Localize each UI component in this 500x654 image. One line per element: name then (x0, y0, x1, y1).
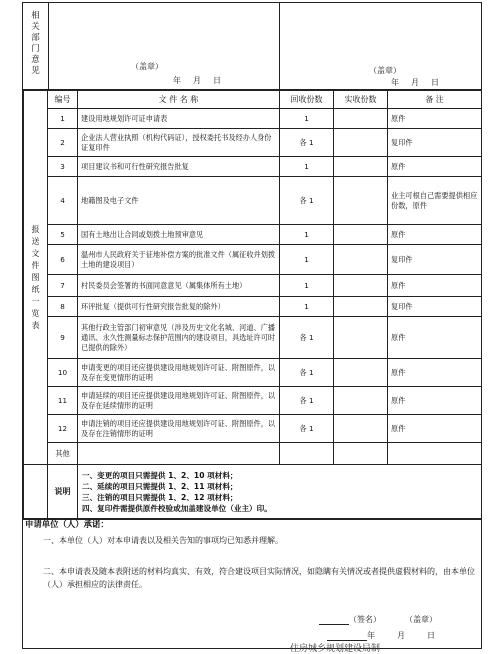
label-char: 图 (31, 272, 40, 282)
row-note: 原件 (388, 225, 482, 245)
sign-blank (319, 615, 349, 625)
other-orig (280, 443, 334, 465)
label-char: 览 (31, 308, 40, 318)
row-no: 3 (48, 157, 78, 177)
row-orig: 各 1 (280, 317, 334, 359)
table-row-other (24, 443, 482, 465)
table-row (24, 109, 482, 129)
row-name: 项目建议书和可行性研究报告批复 (78, 157, 280, 177)
issuing-authority: 住房城乡规划建设局制 (290, 644, 381, 654)
row-copy (334, 387, 388, 415)
row-note: 原件 (388, 109, 482, 129)
table-row (24, 157, 482, 177)
seal-left: （盖章） (131, 62, 163, 71)
label-char: 文 (31, 248, 40, 258)
row-orig: 1 (280, 225, 334, 245)
row-no: 4 (48, 177, 78, 225)
documents-list-label (24, 91, 48, 465)
label-char: 表 (31, 320, 40, 330)
commitment-heading: 申请单位（人）承诺： (25, 519, 109, 529)
label-char: 门 (31, 44, 40, 54)
signature-date (327, 630, 437, 641)
other-note (388, 443, 482, 465)
row-note: 原件 (388, 275, 482, 297)
table-row (24, 387, 482, 415)
row-orig: 各 1 (280, 359, 334, 387)
table-row (24, 317, 482, 359)
row-no: 6 (48, 245, 78, 275)
header-orig: 回收份数 (280, 91, 334, 109)
signature-label: （签名） （盖章） (349, 615, 437, 624)
row-copy (334, 157, 388, 177)
form-frame (22, 2, 482, 520)
department-opinion-label (23, 3, 49, 89)
department-opinion-section (23, 3, 481, 90)
note-line: 二、延续的项目只需提供 1、2、11 项材料； (82, 481, 238, 491)
other-name (78, 443, 280, 465)
label-char: 关 (31, 22, 40, 32)
row-no: 11 (48, 387, 78, 415)
commitment-paragraph-2: 二、本申请表及随本表附送的材料均真实、有效，符合建设项目实际情况，如隐瞒有关情况或者提供虚假材料的，由本单位（人）承担相应的法律责任。 (43, 567, 475, 589)
row-no: 9 (48, 317, 78, 359)
row-note: 原件 (388, 415, 482, 443)
row-note: 复印件 (388, 129, 482, 157)
row-name: 申请注销的项目还应提供建设用地规划许可证、附图原件，以及存在注销情形的证明 (78, 415, 280, 443)
notes-side-blank (24, 465, 48, 519)
notes-text (78, 465, 482, 519)
signature-line (319, 614, 437, 625)
table-row (24, 275, 482, 297)
date-right: 年 月 日 (391, 78, 441, 87)
row-copy (334, 245, 388, 275)
label-char: 报 (31, 224, 40, 234)
table-header (24, 91, 482, 109)
label-char: 见 (31, 66, 40, 76)
row-no: 2 (48, 129, 78, 157)
row-name: 申请延续的项目还应提供建设用地规划许可证、附图原件，以及存在延续情形的证明 (78, 387, 280, 415)
notes-label: 说明 (48, 465, 78, 519)
row-note: 原件 (388, 317, 482, 359)
row-copy (334, 297, 388, 317)
table-row (24, 225, 482, 245)
row-note: 复印件 (388, 297, 482, 317)
table-row (24, 297, 482, 317)
header-note: 备 注 (388, 91, 482, 109)
row-orig: 各 1 (280, 415, 334, 443)
signature-date-label: 年 月 日 (367, 631, 437, 640)
row-copy (334, 275, 388, 297)
row-copy (334, 317, 388, 359)
row-note: 原件 (388, 157, 482, 177)
row-no: 5 (48, 225, 78, 245)
row-no: 8 (48, 297, 78, 317)
label-char: 纸 (31, 284, 40, 294)
other-copy (334, 443, 388, 465)
row-name: 地籍图及电子文件 (78, 177, 280, 225)
row-name: 环评批复（提供可行性研究报告批复的除外） (78, 297, 280, 317)
note-line: 三、注销的项目只需提供 1、2、12 项材料； (82, 492, 238, 502)
row-name: 企业法人营业执照（机构代码证），授权委托书及经办人身份证复印件 (78, 129, 280, 157)
label-char: 意 (31, 55, 40, 65)
row-no: 1 (48, 109, 78, 129)
row-orig: 1 (280, 275, 334, 297)
row-name: 村民委员会签署的书面同意意见（属集体所有土地） (78, 275, 280, 297)
row-name: 申请变更的项目还应提供建设用地规划许可证、附图原件，以及存在变更情形的证明 (78, 359, 280, 387)
table-row (24, 359, 482, 387)
row-name: 建设用地规划许可证申请表 (78, 109, 280, 129)
row-orig: 1 (280, 157, 334, 177)
header-name: 文 件 名 称 (78, 91, 280, 109)
row-name: 国有土地出让合同或划拨土地预审意见 (78, 225, 280, 245)
date-blank (327, 631, 367, 641)
note-line: 四、复印件需提供原件校验或加盖建设单位（业主）印。 (82, 503, 272, 513)
applicant-commitment-section (22, 512, 482, 649)
row-copy (334, 359, 388, 387)
row-note: 原件 (388, 387, 482, 415)
notes-row (24, 465, 482, 519)
row-orig: 1 (280, 245, 334, 275)
row-orig: 各 1 (280, 129, 334, 157)
table-row (24, 177, 482, 225)
label-char: 相 (31, 11, 40, 21)
row-note: 复印件 (388, 245, 482, 275)
row-no: 12 (48, 415, 78, 443)
section-divider (279, 3, 280, 89)
row-copy (334, 415, 388, 443)
row-copy (334, 129, 388, 157)
label-char: 件 (31, 260, 40, 270)
row-no: 7 (48, 275, 78, 297)
documents-table (23, 90, 482, 519)
seal-right: （盖章） (369, 66, 401, 75)
row-note: 原件 (388, 359, 482, 387)
row-orig: 1 (280, 109, 334, 129)
row-orig: 各 1 (280, 387, 334, 415)
row-name: 其他行政主管部门初审意见（涉及历史文化名城、河道、广播通讯、永久性测量标志保护范围内的建设项目，具选址许可时已提供的除外） (78, 317, 280, 359)
commitment-paragraph-1: 一、本单位（人）对本申请表以及相关告知的事项均已知悉并理解。 (43, 536, 283, 545)
label-char: 部 (31, 33, 40, 43)
label-char: 送 (31, 236, 40, 246)
row-note: 业主可根自己需要提供相应份数，原件 (388, 177, 482, 225)
table-row (24, 415, 482, 443)
row-copy (334, 109, 388, 129)
label-char: 一 (31, 296, 40, 306)
row-no: 10 (48, 359, 78, 387)
row-copy (334, 225, 388, 245)
row-orig: 各 1 (280, 177, 334, 225)
table-row (24, 245, 482, 275)
row-orig: 1 (280, 297, 334, 317)
other-label: 其他 (48, 443, 78, 465)
row-copy (334, 177, 388, 225)
header-no: 编号 (48, 91, 78, 109)
date-left: 年 月 日 (173, 76, 223, 85)
header-copy: 实收份数 (334, 91, 388, 109)
note-line: 一、变更的项目只需提供 1、2、10 项材料； (82, 470, 238, 480)
table-row (24, 129, 482, 157)
row-name: 温州市人民政府关于征地补偿方案的批准文件（属征收并划拨土地的建设项目） (78, 245, 280, 275)
